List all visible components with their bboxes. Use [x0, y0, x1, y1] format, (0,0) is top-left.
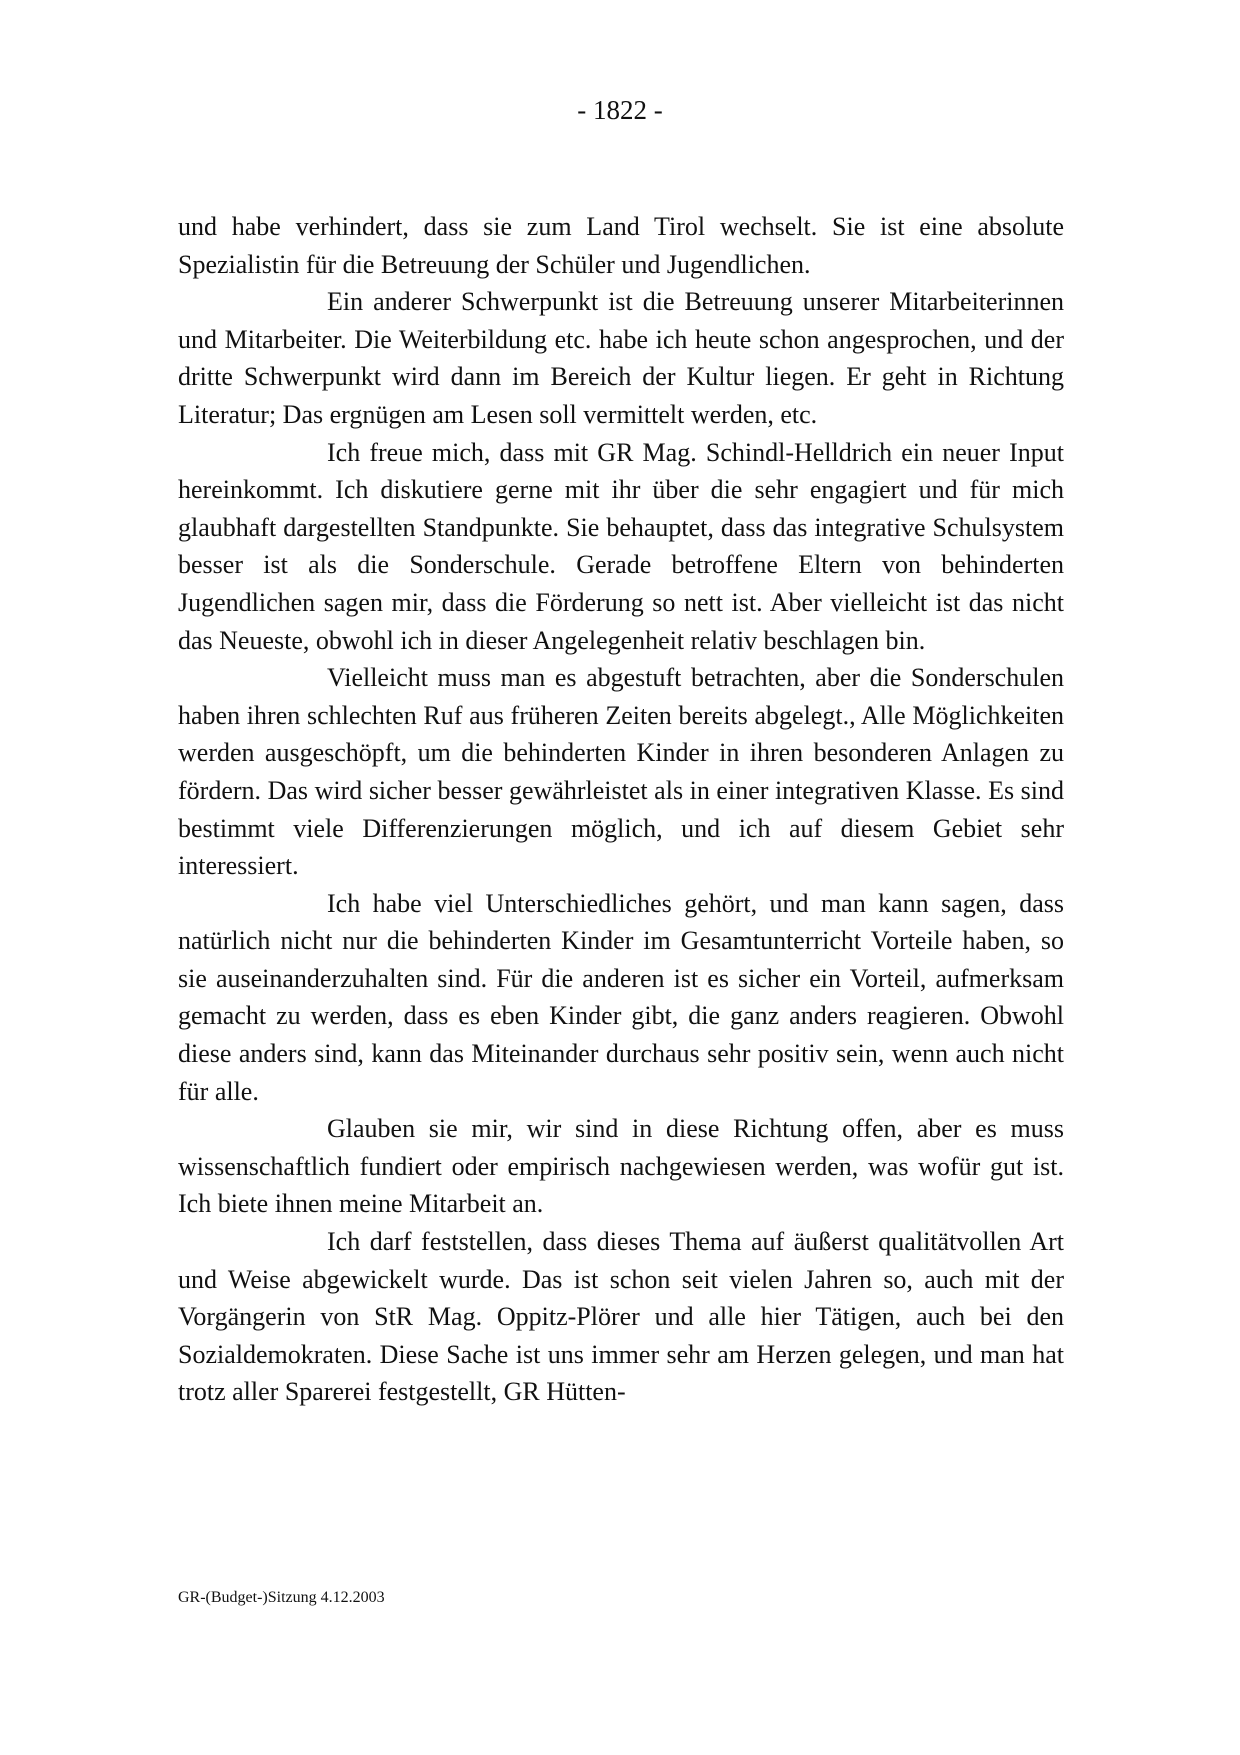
- page-number: - 1822 -: [577, 95, 663, 125]
- paragraph: Vielleicht muss man es abgestuft betrachten, aber die Sonderschulen haben ihren schlechten Ruf aus früheren Zeiten bereits abgelegt., Alle Möglichkeiten werden ausgeschöpft, um die behinderten Kinder in ihren besonderen Anlagen zu fördern. Das wird sicher besser gewährleistet als in einer integrativen Klasse. Es sind bestimmt viele Differenzierungen möglich, und ich auf diesem Gebiet sehr interessiert.: [178, 663, 1064, 881]
- paragraph: und habe verhindert, dass sie zum Land Tirol wechselt. Sie ist eine absolute Spezialistin für die Betreuung der Schüler und Jugendlichen.: [178, 212, 1064, 279]
- paragraph: Glauben sie mir, wir sind in diese Richtung offen, aber es muss wissenschaftlich fundiert oder empirisch nachgewiesen werden, was wofür gut ist. Ich biete ihnen meine Mitarbeit an.: [178, 1114, 1064, 1219]
- paragraph: Ein anderer Schwerpunkt ist die Betreuung unserer Mitarbeiterinnen und Mitarbeiter. Die Weiterbildung etc. habe ich heute schon angesprochen, und der dritte Schwerpunkt wird dann im Bereich der Kultur liegen. Er geht in Richtung Literatur; Das ergnügen am Lesen soll vermittelt werden, etc.: [178, 287, 1064, 429]
- body-text: [178, 208, 1064, 1411]
- paragraph: Ich darf feststellen, dass dieses Thema auf äußerst qualitätvollen Art und Weise abgewickelt wurde. Das ist schon seit vielen Jahren so, auch mit der Vorgängerin von StR Mag. Oppitz-Plörer und alle hier Tätigen, auch bei den Sozialdemokraten. Diese Sache ist uns immer sehr am Herzen gelegen, und man hat trotz aller Sparerei festgestellt, GR Hütten-: [178, 1227, 1064, 1407]
- paragraph: Ich habe viel Unterschiedliches gehört, und man kann sagen, dass natürlich nicht nur die behinderten Kinder im Gesamtunterricht Vorteile haben, so sie auseinanderzuhalten sind. Für die anderen ist es sicher ein Vorteil, aufmerksam gemacht zu werden, dass es eben Kinder gibt, die ganz anders reagieren. Obwohl diese anders sind, kann das Miteinander durchaus sehr positiv sein, wenn auch nicht für alle.: [178, 888, 1064, 1106]
- footer-session-date: GR-(Budget-)Sitzung 4.12.2003: [178, 1589, 385, 1606]
- paragraph: Ich freue mich, dass mit GR Mag. Schindl-Helldrich ein neuer Input hereinkommt. Ich diskutiere gerne mit ihr über die sehr engagiert und für mich glaubhaft dargestellten Standpunkte. Sie behauptet, dass das integrative Schulsystem besser ist als die Sonderschule. Gerade betroffene Eltern von behinderten Jugendlichen sagen mir, dass die Förderung so nett ist. Aber vielleicht ist das nicht das Neueste, obwohl ich in dieser Angelegenheit relativ beschlagen bin.: [178, 437, 1064, 655]
